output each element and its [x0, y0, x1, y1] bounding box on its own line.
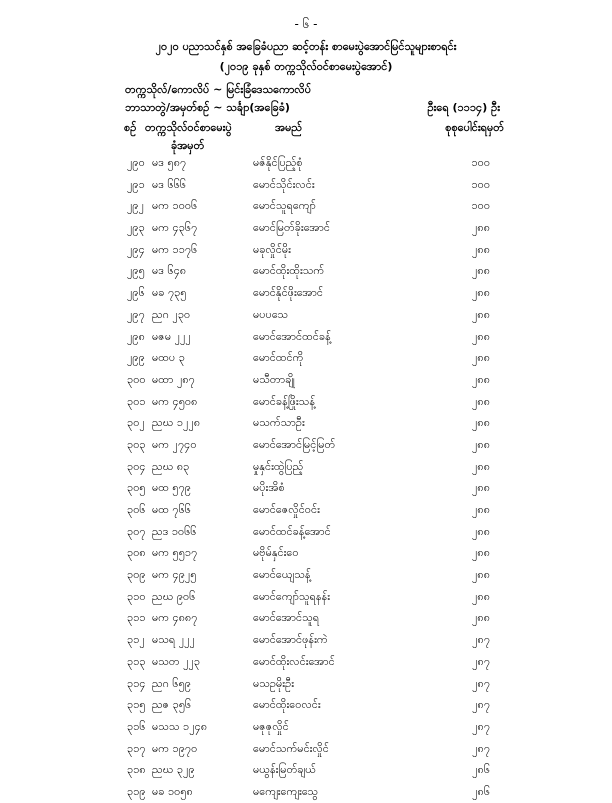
- page-number: - ၆ -: [294, 17, 318, 31]
- registration-number: မထပ ၃: [152, 351, 185, 365]
- registration-number: မသရ ၂၂၂: [152, 633, 195, 647]
- table-row: [0, 521, 612, 543]
- total-score: ၂၈၈: [472, 372, 490, 386]
- row-number: ၃၁၅: [127, 698, 146, 712]
- student-name: မောင်ခန့်ဖြိုးသန့်: [253, 394, 316, 408]
- total-score: ၂၈၈: [472, 568, 490, 582]
- column-header-name: အမည်: [275, 121, 303, 134]
- row-number: ၃၁၂: [127, 633, 145, 647]
- registration-number: ညဃ ၃၂၉: [152, 763, 195, 777]
- student-name: မဇုဇုလှိုင်: [253, 719, 289, 733]
- registration-number: မက ၄၈၈၇: [152, 611, 198, 625]
- student-name: မောင်ထိုးလင်းအောင်: [253, 654, 335, 668]
- document-title: ၂၀၂၀ ပညာသင်နှစ် အခြေခံပညာ ဆင့်တန်း စာမေးပွဲအောင်မြင်သူများစာရင်း: [155, 40, 457, 53]
- student-name: မဗိုမ်နှင်းဝေ: [253, 546, 299, 560]
- registration-number: မထ ၇၆၆: [152, 503, 191, 516]
- student-name: မောင်သက်မင်းလှိုင်: [253, 741, 329, 755]
- row-number: ၃၀၅: [127, 481, 146, 495]
- student-name: မောင်ထိုးဝေလင်း: [253, 698, 321, 712]
- total-score: ၂၈၇: [472, 633, 490, 647]
- table-row: [0, 260, 612, 282]
- total-score: ၂၈၈: [472, 524, 490, 538]
- registration-number: မဒ ၅၈၇: [152, 156, 187, 169]
- table-row: [0, 759, 612, 781]
- total-score: ၂၈၇: [472, 741, 490, 755]
- registration-number: မက ၁၉၇၀: [152, 741, 198, 755]
- student-name: မသက်သာဦး: [253, 416, 305, 430]
- table-row: [0, 412, 612, 434]
- registration-number: မက ၄၃၆၇: [152, 221, 198, 235]
- registration-number: မဒ ၆၄၈: [152, 264, 187, 278]
- table-row: [0, 369, 612, 391]
- row-number: ၂၉၄: [127, 242, 145, 256]
- row-number: ၃၁၈: [127, 763, 146, 777]
- student-name: မဇ်နိုင်ပြည့်စုံ: [253, 156, 303, 169]
- row-number: ၃၀၄: [127, 459, 146, 473]
- student-name: မောင်အောင်ဖုန်းကဲ: [253, 633, 328, 647]
- registration-number: မထာ ၂၈၇: [152, 372, 195, 386]
- total-score: ၂၈၈: [472, 481, 490, 495]
- table-row: [0, 239, 612, 261]
- total-score: ၂၈၆: [472, 763, 490, 777]
- table-row: [0, 673, 612, 695]
- student-name: မောင်ဇေလှိုင်ဝင်း: [253, 503, 320, 516]
- registration-number: မထ ၅၇၉: [152, 481, 191, 495]
- row-number: ၃၀၆: [127, 503, 146, 516]
- table-row: [0, 152, 612, 174]
- row-number: ၃၀၇: [127, 524, 146, 538]
- student-name: မှုနှင်းထွဲပြည့်: [253, 459, 304, 473]
- total-score: ၂၈၇: [472, 676, 490, 690]
- row-number: ၃၁၀: [127, 589, 146, 603]
- row-number: ၃၁၆: [127, 719, 146, 733]
- total-score: ၂၈၈: [472, 459, 490, 473]
- row-number: ၂၉၂: [127, 199, 144, 213]
- student-name: မောင်အောင်ထင်ခန့်: [253, 329, 331, 343]
- row-number: ၃၁၃: [127, 654, 146, 668]
- row-number: ၃၁၁: [127, 611, 146, 625]
- registration-number: မက ၂၇၄၀: [152, 437, 197, 451]
- total-score: ၂၈၈: [472, 221, 490, 235]
- row-number: ၂၉၇: [127, 307, 145, 321]
- column-header-score: စုစုပေါင်းရမှတ်: [445, 121, 504, 134]
- row-number: ၂၉၀: [127, 156, 145, 169]
- total-score: ၂၈၈: [472, 611, 490, 625]
- student-name: မောင်အောင်သူရ: [253, 611, 320, 625]
- total-score: ၂၈၇: [472, 698, 490, 712]
- student-name: မောင်ထင်ကို: [253, 351, 304, 365]
- table-row: [0, 738, 612, 760]
- total-score: ၂၈၈: [472, 394, 490, 408]
- total-count: ဦးရေ (၁၁၁၄) ဦး: [427, 101, 500, 114]
- row-number: ၃၁၄: [127, 676, 146, 690]
- row-number: ၃၀၀: [127, 372, 146, 386]
- total-score: ၂၈၇: [472, 654, 490, 668]
- row-number: ၃၁၉: [127, 784, 146, 798]
- registration-number: ညဂ ၆၅၉: [152, 676, 191, 690]
- total-score: ၂၈၈: [472, 329, 490, 343]
- table-row: [0, 542, 612, 564]
- table-row: [0, 434, 612, 456]
- table-row: [0, 651, 612, 673]
- subject-line: ဘာသာတွဲ/အမှတ်စဉ် ~ သင်္ချာ(အခြေခံ): [125, 101, 290, 114]
- row-number: ၃၀၈: [127, 546, 146, 560]
- table-row: [0, 477, 612, 499]
- registration-number: ညဃ ၉၀၆: [152, 589, 196, 603]
- total-score: ၂၈၇: [472, 719, 490, 733]
- row-number: ၂၉၈: [127, 329, 145, 343]
- table-row: [0, 347, 612, 369]
- row-number: ၃၀၃: [127, 437, 146, 451]
- table-row: [0, 564, 612, 586]
- table-row: [0, 282, 612, 304]
- student-name: မောင်ထင်ခန့်အောင်: [253, 524, 331, 538]
- results-table: [0, 152, 612, 803]
- table-row: [0, 195, 612, 217]
- student-name: မယွန်းမြတ်ချယ်: [253, 763, 316, 777]
- total-score: ၂၈၈: [472, 264, 490, 278]
- registration-number: မခ ၁၀၅၈: [152, 784, 193, 798]
- row-number: ၂၉၅: [127, 264, 145, 278]
- registration-number: ညဇ ၃၅၆: [152, 698, 192, 712]
- table-row: [0, 629, 612, 651]
- student-name: မောင်အောင်မြင့်မြတ်: [253, 437, 336, 451]
- student-name: မောင်သူရကျော်: [253, 199, 316, 213]
- row-number: ၃၁၇: [127, 741, 146, 755]
- registration-number: မဒ ၆၆၆: [152, 177, 187, 191]
- row-number: ၃၀၂: [127, 416, 145, 430]
- row-number: ၂၉၁: [127, 177, 145, 191]
- total-score: ၁၀၀: [471, 177, 490, 191]
- row-number: ၂၉၉: [127, 351, 145, 365]
- table-row: [0, 607, 612, 629]
- total-score: ၂၈၈: [472, 546, 490, 560]
- total-score: ၂၈၈: [472, 286, 490, 300]
- total-score: ၂၈၈: [472, 589, 490, 603]
- row-number: ၂၉၃: [127, 221, 145, 235]
- table-row: [0, 174, 612, 196]
- student-name: မခုလှိုင်မိုး: [253, 242, 291, 256]
- registration-number: မက ၅၅၁၇: [152, 546, 198, 560]
- total-score: ၂၈၈: [472, 351, 490, 365]
- student-name: မောင်နိုင်ဖိုးအောင်: [253, 286, 324, 300]
- total-score: ၂၈၈: [472, 307, 490, 321]
- college-line: တက္ကသိုလ်/ကောလိပ် ~ မြင်းခြံ​ဒေသကောလိပ်: [125, 83, 311, 96]
- student-name: မောင်ထိုးထိုးသက်: [253, 264, 325, 278]
- table-row: [0, 694, 612, 716]
- table-row: [0, 716, 612, 738]
- registration-number: မသတ ၂၂၃: [152, 654, 201, 668]
- registration-number: မက ၁၀၀၆: [152, 199, 198, 213]
- registration-number: မသသ ၁၂၄၈: [152, 719, 208, 733]
- table-row: [0, 586, 612, 608]
- total-score: ၂၈၈: [472, 503, 490, 516]
- student-name: မောင်မြတ်ခိုးအောင်: [253, 221, 330, 235]
- table-row: [0, 326, 612, 348]
- table-row: [0, 456, 612, 478]
- row-number: ၃၀၁: [127, 394, 146, 408]
- student-name: မသဥမိုးဦး: [253, 676, 294, 690]
- registration-number: မက ၄၉၂၅: [152, 568, 197, 582]
- student-name: မပိုးအိစံ: [253, 481, 285, 495]
- total-score: ၂၈၆: [472, 784, 490, 798]
- registration-number: ညဂ ၂၃၀: [152, 307, 191, 321]
- student-name: မောင်သိုင်းလင်း: [253, 177, 315, 191]
- registration-number: ညဒ ၁၀၆၆: [152, 524, 197, 538]
- row-number: ၃၀၉: [127, 568, 146, 582]
- registration-number: မက ၄၅၀၈: [152, 394, 198, 408]
- registration-number: ညဃ ၁၂၂၈: [152, 416, 201, 430]
- student-name: မောင်ယျေသန့်: [253, 568, 311, 582]
- registration-number: မဇမ ၂၂၂: [152, 329, 191, 343]
- total-score: ၁၀၀: [471, 199, 490, 213]
- document-subtitle: (၂၀၁၉ ခုနှစ် တက္ကသိုလ်ဝင်စာမေးပွဲအောင်): [219, 60, 393, 73]
- table-row: [0, 391, 612, 413]
- total-score: ၂၈၈: [472, 416, 490, 430]
- row-number: ၂၉၆: [127, 286, 145, 300]
- table-row: [0, 304, 612, 326]
- student-name: မောင်ကျော်သူရနန်း: [253, 589, 331, 603]
- column-header-no: စဉ်: [124, 121, 137, 134]
- student-name: မပပသေ: [253, 307, 289, 321]
- registration-number: ညဃ ၈၃: [152, 459, 190, 473]
- column-header-reg-line2: ခုံအမှတ်: [171, 139, 205, 152]
- column-header-reg: တက္ကသိုလ်ဝင်စာမေးပွဲ: [145, 121, 232, 134]
- student-name: မသီတာချို: [253, 372, 295, 386]
- total-score: ၂၈၈: [472, 437, 490, 451]
- total-score: ၁၀၀: [471, 156, 490, 169]
- student-name: မကျေးကျေးသွေ: [253, 784, 319, 798]
- registration-number: မက ၁၁၇၆: [152, 242, 198, 256]
- table-row: [0, 499, 612, 521]
- table-row: [0, 217, 612, 239]
- registration-number: မခ ၇၃၅: [152, 286, 187, 300]
- total-score: ၂၈၈: [472, 242, 490, 256]
